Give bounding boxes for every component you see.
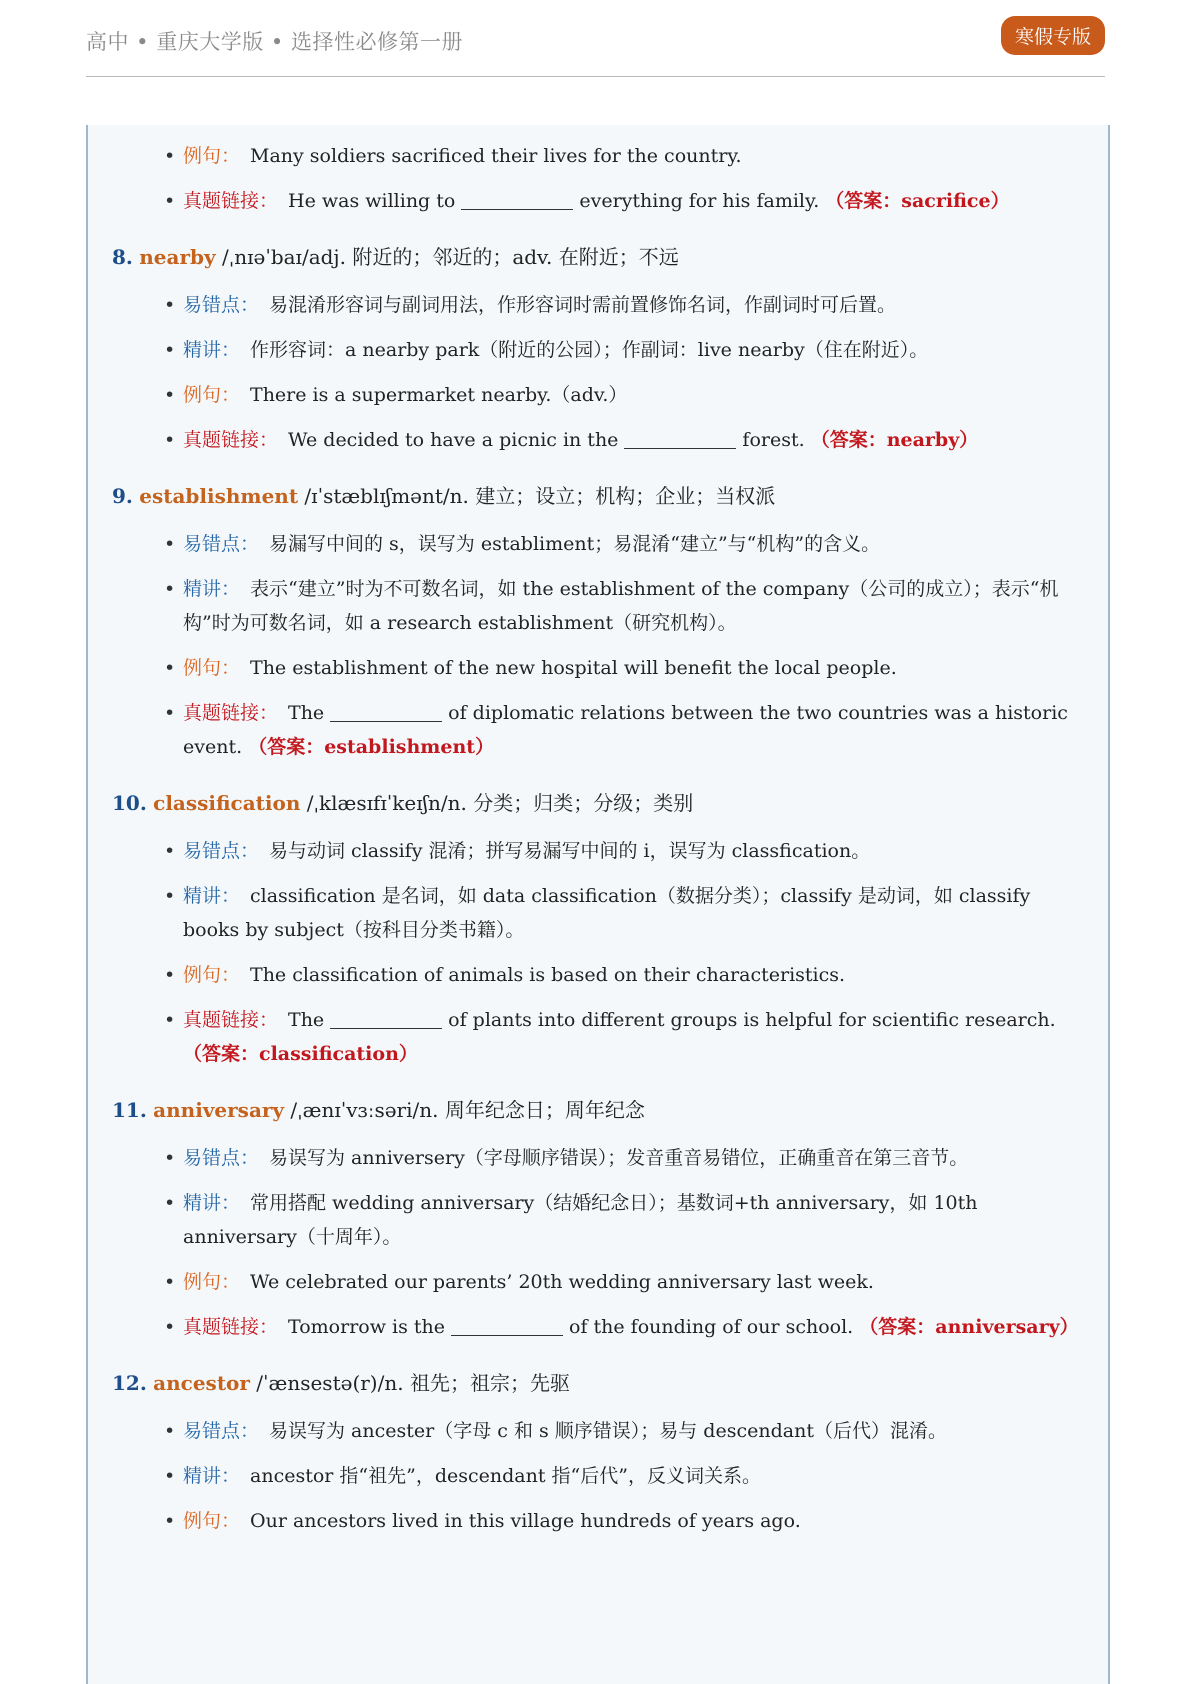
answer-blank — [461, 191, 573, 210]
example-item — [88, 139, 1108, 173]
entry-bullets — [88, 527, 1108, 764]
entry-heading — [88, 1368, 1108, 1398]
mistake-item — [88, 1414, 1108, 1448]
vocab-entry — [88, 788, 1108, 1071]
example-label: 例句： — [183, 1271, 241, 1293]
vocab-entry — [88, 1095, 1108, 1344]
explain-item — [88, 879, 1108, 947]
explain-label: 精讲： — [183, 578, 241, 600]
exam-after: of diplomatic relations between the two countries was a historic event. — [183, 702, 1068, 758]
example-text: We celebrated our parents’ 20th wedding anniversary last week. — [250, 1271, 874, 1293]
explain-label: 精讲： — [183, 1192, 241, 1214]
exam-after: of the founding of our school. — [569, 1316, 854, 1338]
example-text: The establishment of the new hospital will benefit the local people. — [250, 657, 897, 679]
mistake-label: 易错点： — [183, 533, 260, 555]
entry-word: classification — [153, 791, 301, 815]
header-title: 高中 • 重庆大学版 • 选择性必修第一册 — [86, 30, 463, 54]
entry-heading — [88, 481, 1108, 511]
entry-definition: /ɪˈstæblɪʃmənt/n. 建立；设立；机构；企业；当权派 — [298, 484, 776, 508]
example-text: Many soldiers sacrificed their lives for the country. — [250, 145, 742, 167]
explain-item — [88, 572, 1108, 640]
mistake-label: 易错点： — [183, 840, 260, 862]
explain-label: 精讲： — [183, 339, 241, 361]
entry-heading — [88, 1095, 1108, 1125]
example-text: The classification of animals is based on their characteristics. — [250, 964, 846, 986]
explain-text: 常用搭配 wedding anniversary（结婚纪念日）；基数词+th anniversary，如 10th anniversary（十周年）。 — [183, 1192, 978, 1248]
example-label: 例句： — [183, 145, 241, 167]
answer-text: （答案：classification） — [183, 1043, 418, 1065]
answer-blank — [624, 430, 736, 449]
entry-number: 10. — [112, 791, 147, 815]
example-item — [88, 958, 1108, 992]
exam-label: 真题链接： — [183, 190, 279, 212]
example-item — [88, 1265, 1108, 1299]
vocab-entry — [88, 481, 1108, 764]
answer-blank — [451, 1317, 563, 1336]
explain-text: 表示“建立”时为不可数名词，如 the establishment of the company（公司的成立）；表示“机构”时为可数名词，如 a research establishment（研究机构）。 — [183, 578, 1059, 634]
entry-bullets — [88, 288, 1108, 457]
exam-label: 真题链接： — [183, 1009, 279, 1031]
mistake-item — [88, 288, 1108, 322]
exam-item — [88, 1003, 1108, 1071]
exam-before: The — [288, 702, 325, 724]
mistake-text: 易混淆形容词与副词用法，作形容词时需前置修饰名词，作副词时可后置。 — [269, 294, 897, 316]
exam-before: Tomorrow is the — [288, 1316, 445, 1338]
answer-text: （答案：sacrifice） — [825, 190, 1010, 212]
example-text: Our ancestors lived in this village hundreds of years ago. — [250, 1510, 801, 1532]
explain-label: 精讲： — [183, 885, 241, 907]
exam-item — [88, 184, 1108, 218]
example-item — [88, 651, 1108, 685]
entry-number: 11. — [112, 1098, 147, 1122]
explain-text: 作形容词：a nearby park（附近的公园）；作副词：live nearby（住在附近）。 — [250, 339, 929, 361]
entry-definition: /ˈænsestə(r)/n. 祖先；祖宗；先驱 — [249, 1371, 570, 1395]
entry-heading — [88, 788, 1108, 818]
mistake-text: 易误写为 ancester（字母 c 和 s 顺序错误）；易与 descendant（后代）混淆。 — [269, 1420, 947, 1442]
edition-badge: 寒假专版 — [1001, 16, 1105, 55]
exam-before: He was willing to — [288, 190, 456, 212]
example-text: There is a supermarket nearby.（adv.） — [250, 384, 628, 406]
entry-bullets — [88, 834, 1108, 1071]
entry-number: 9. — [112, 484, 133, 508]
mistake-text: 易误写为 anniversery（字母顺序错误）；发音重音易错位，正确重音在第三音节。 — [269, 1147, 969, 1169]
exam-after: forest. — [742, 429, 805, 451]
exam-item — [88, 423, 1108, 457]
vocab-entry — [88, 1368, 1108, 1538]
mistake-label: 易错点： — [183, 1420, 260, 1442]
entry-heading — [88, 242, 1108, 272]
example-label: 例句： — [183, 384, 241, 406]
answer-text: （答案：establishment） — [248, 736, 495, 758]
entry-definition: /ˌklæsɪfɪˈkeɪʃn/n. 分类；归类；分级；类别 — [300, 791, 694, 815]
entry-word: ancestor — [153, 1371, 250, 1395]
answer-blank — [330, 703, 442, 722]
exam-label: 真题链接： — [183, 429, 279, 451]
mistake-label: 易错点： — [183, 294, 260, 316]
entry-bullets — [88, 1141, 1108, 1344]
explain-label: 精讲： — [183, 1465, 241, 1487]
example-label: 例句： — [183, 1510, 241, 1532]
entry-word: anniversary — [153, 1098, 285, 1122]
example-label: 例句： — [183, 657, 241, 679]
entry-definition: /ˌnɪəˈbaɪ/adj. 附近的；邻近的；adv. 在附近；不远 — [215, 245, 679, 269]
example-item — [88, 1504, 1108, 1538]
explain-text: classification 是名词，如 data classification（数据分类）；classify 是动词，如 classify books by subject（按科目分类书籍）。 — [183, 885, 1031, 941]
entry-definition: /ˌænɪˈvɜːsəri/n. 周年纪念日；周年纪念 — [284, 1098, 645, 1122]
exam-item — [88, 1310, 1108, 1344]
exam-before: The — [288, 1009, 325, 1031]
mistake-item — [88, 1141, 1108, 1175]
content-body — [88, 139, 1108, 1549]
exam-before: We decided to have a picnic in the — [288, 429, 619, 451]
entry-number: 12. — [112, 1371, 147, 1395]
exam-after: of plants into different groups is helpful for scientific research. — [448, 1009, 1056, 1031]
mistake-label: 易错点： — [183, 1147, 260, 1169]
exam-label: 真题链接： — [183, 702, 279, 724]
entry-word: establishment — [139, 484, 299, 508]
mistake-item — [88, 527, 1108, 561]
explain-item — [88, 1186, 1108, 1254]
page-header — [86, 22, 1105, 77]
mistake-item — [88, 834, 1108, 868]
example-item — [88, 378, 1108, 412]
exam-item — [88, 696, 1108, 764]
answer-text: （答案：anniversary） — [859, 1316, 1079, 1338]
vocab-entry — [88, 242, 1108, 457]
lead-bullets — [88, 139, 1108, 218]
explain-item — [88, 333, 1108, 367]
explain-item — [88, 1459, 1108, 1493]
mistake-text: 易与动词 classify 混淆；拼写易漏写中间的 i，误写为 classfication。 — [269, 840, 871, 862]
mistake-text: 易漏写中间的 s，误写为 establiment；易混淆“建立”与“机构”的含义。 — [269, 533, 881, 555]
explain-text: ancestor 指“祖先”，descendant 指“后代”，反义词关系。 — [250, 1465, 761, 1487]
exam-label: 真题链接： — [183, 1316, 279, 1338]
content-panel — [86, 125, 1110, 1684]
answer-text: （答案：nearby） — [810, 429, 979, 451]
entry-word: nearby — [139, 245, 216, 269]
answer-blank — [330, 1010, 442, 1029]
exam-after: everything for his family. — [579, 190, 820, 212]
entry-number: 8. — [112, 245, 133, 269]
entry-bullets — [88, 1414, 1108, 1538]
example-label: 例句： — [183, 964, 241, 986]
